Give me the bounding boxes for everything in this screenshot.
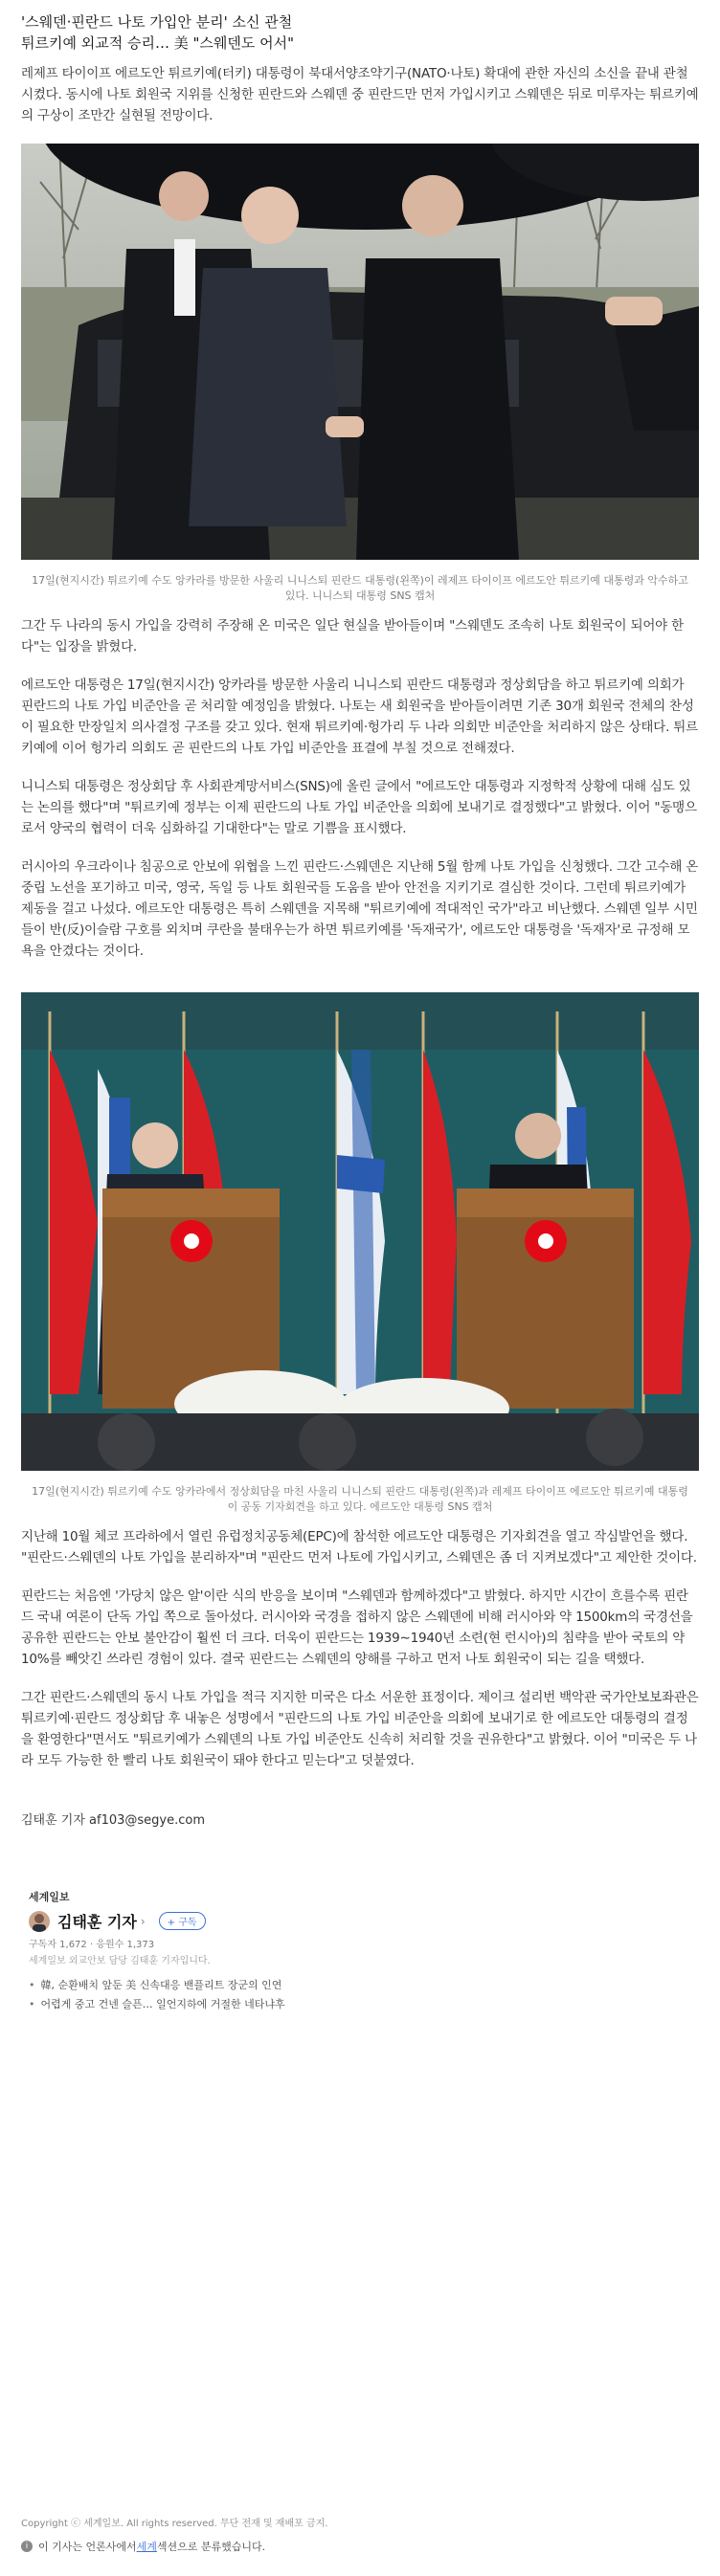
chevron-right-icon[interactable]: ›	[140, 1914, 146, 1928]
paragraph-1: 레제프 타이이프 에르도안 튀르키예(터키) 대통령이 북대서양조약기구(NATO·나토) 확대에 관한 자신의 소신을 끝내 관철시켰다. 동시에 나토 회원국 지위를 신청한 핀란드와 스웨덴 중 핀란드만 먼저 가입시키고 스웨덴은 뒤로 미루자는 튀르키예의 구상이 조만간 실현될 전망이다.	[21, 66, 699, 123]
handshake-photo[interactable]	[21, 144, 699, 564]
press-brand: 세계일보	[29, 1891, 70, 1903]
paragraph-2: 그간 두 나라의 동시 가입을 강력히 주장해 온 미국은 일단 현실을 받아들이며 "스웨덴도 조속히 나토 회원국이 되어야 한다"는 입장을 밝혔다.	[21, 618, 684, 655]
photo-caption-2: 17일(현지시간) 튀르키예 수도 앙카라에서 정상회담을 마친 사울리 니니스퇴 핀란드 대통령(왼쪽)과 레제프 타이이프 에르도안 튀르키예 대통령이 공동 기자회견을 하고 있다. 에르도안 대통령 SNS 캡처	[32, 1485, 688, 1513]
subhead-line-2: 튀르키예 외교적 승리… 美 "스웨덴도 어서"	[21, 34, 294, 52]
paragraph-3: 에르도안 대통령은 17일(현지시간) 앙카라를 방문한 사울리 니니스퇴 핀란드 대통령과 정상회담을 하고 튀르키예 의회가 핀란드의 나토 가입 비준안을 곧 처리할 예정임을 밝혔다. 나토는 새 회원국을 받아들이려면 기존 30개 회원국 전체의 찬성이 필요한 만장일치 의사결정 구조를 갖고 있다. 현재 튀르키예·헝가리 두 나라 의회만 비준안을 처리하지 않은 상태다. 튀르키예에 이어 헝가리 의회도 곧 핀란드의 나토 가입 비준안을 표결에 부칠 것으로 전해졌다.	[21, 677, 698, 756]
reporter-stats: 구독자 1,672 · 응원수 1,373	[29, 1940, 155, 1950]
info-icon: i	[21, 2541, 33, 2552]
paragraph-5: 러시아의 우크라이나 침공으로 안보에 위협을 느낀 핀란드·스웨덴은 지난해 5월 함께 나토 가입을 신청했다. 그간 고수해 온 중립 노선을 포기하고 미국, 영국, 독일 등 나토 회원국들 도움을 받아 안전을 지키기로 결심한 것이다. 그런데 튀르키예가 제동을 걸고 나섰다. 에르도안 대통령은 특히 스웨덴을 지목해 "튀르키예에 적대적인 국가"라고 비난했다. 스웨덴 일부 시민들이 반(反)이슬람 구호를 외치며 쿠란을 불태우는가 하면 튀르키예를 '독재국가', 에르도안 대통령을 '독재자'로 규정해 모욕을 안겼다는 것이다.	[21, 859, 699, 959]
photo-caption-1: 17일(현지시간) 튀르키예 수도 앙카라를 방문한 사울리 니니스퇴 핀란드 대통령(왼쪽)이 레제프 타이이프 에르도안 튀르키예 대통령과 악수하고 있다. 니니스퇴 대통령 SNS 캡처	[32, 574, 688, 602]
paragraph-4: 니니스퇴 대통령은 정상회담 후 사회관계망서비스(SNS)에 올린 글에서 "에르도안 대통령과 지정학적 상황에 대해 심도 있는 논의를 했다"며 "튀르키예 정부는 이제 핀란드의 나토 가입 비준안을 의회에 보내기로 결정했다"고 밝혔다. 이어 "동맹으로서 양국의 협력이 더욱 심화하길 기대한다"는 말로 기쁨을 표시했다.	[21, 779, 697, 836]
reporter-card-header	[29, 1910, 691, 1932]
paragraph-7: 핀란드는 처음엔 '가당치 않은 알'이란 식의 반응을 보이며 "스웨덴과 함께하겠다"고 밝혔다. 하지만 시간이 흐를수록 핀란드 국내 여론이 단독 가입 쪽으로 돌아섰다. 러시아와 국경을 접하지 않은 스웨덴에 비해 러시아와 약 1500km의 국경선을 공유한 핀란드는 안보 불안감이 훨씬 더 크다. 더욱이 핀란드는 1939∼1940년 소련(현 런시아)의 침략을 받아 국토의 약 10%를 빼앗긴 쓰라린 경험이 있다. 결국 핀란드는 스웨덴의 양해를 구하고 먼저 나토 회원국이 되는 길을 택했다.	[21, 1588, 693, 1667]
section-classification-note	[21, 2539, 699, 2554]
photo-figure-1	[21, 144, 699, 604]
copyright-text: Copyright ⓒ 세계일보. All rights reserved. 무단 전재 및 재배포 금지.	[21, 2519, 328, 2529]
subhead-line-1: '스웨덴·핀란드 나토 가입안 분리' 소신 관철	[21, 13, 293, 31]
section-link[interactable]: 세계	[136, 2541, 157, 2553]
reporter-name[interactable]: 김태훈 기자	[57, 1913, 137, 1931]
reporter-byline: 김태훈 기자 af103@segye.com	[21, 1813, 206, 1828]
reporter-card	[21, 1889, 699, 2014]
related-article-link[interactable]: • 韓, 순환배치 앞둔 美 신속대응 밴플리트 장군의 인연	[29, 1976, 691, 1995]
photo-figure-2	[21, 992, 699, 1515]
paragraph-6: 지난해 10월 체코 프라하에서 열린 유럽정치공동체(EPC)에 참석한 에르도안 대통령은 기자회견을 열고 작심발언을 했다. "핀란드·스웨덴의 나토 가입을 분리하자"며 "핀란드 먼저 나토에 가입시키고, 스웨덴은 좀 더 지켜보겠다"고 제안한 것이다.	[21, 1529, 697, 1566]
note-text-before: 이 기사는 언론사에서	[38, 2541, 137, 2553]
related-article-link[interactable]: • 어렵게 중고 건넨 슬픈… 일언지하에 거절한 네타냐후	[29, 1995, 691, 2014]
reporter-avatar[interactable]	[29, 1911, 50, 1932]
paragraph-8: 그간 핀란드·스웨덴의 동시 나토 가입을 적극 지지한 미국은 다소 서운한 표정이다. 제이크 설리번 백악관 국가안보보좌관은 튀르키예·핀란드 정상회담 후 내놓은 성명에서 "핀란드의 나토 가입 비준안을 의회에 보내기로 한 에르도안 대통령의 결정을 환영한다"면서도 "튀르키예가 스웨덴의 나토 가입 비준안도 신속히 처리할 것을 권유한다"고 밝혔다. 이어 "미국은 두 나라 모두 가능한 한 빨리 나토 회원국이 돼야 한다고 믿는다"고 덧붙였다.	[21, 1690, 699, 1768]
article-footer	[21, 2515, 699, 2554]
subscribe-button[interactable]: + 구독	[159, 1912, 206, 1930]
article-subhead	[21, 11, 699, 54]
reporter-bio: 세계일보 외교안보 담당 김태훈 기자입니다.	[29, 1956, 211, 1966]
press-conference-photo[interactable]	[21, 992, 699, 1475]
related-articles	[29, 1976, 691, 2014]
note-text-after: 섹션으로 분류했습니다.	[156, 2541, 266, 2553]
